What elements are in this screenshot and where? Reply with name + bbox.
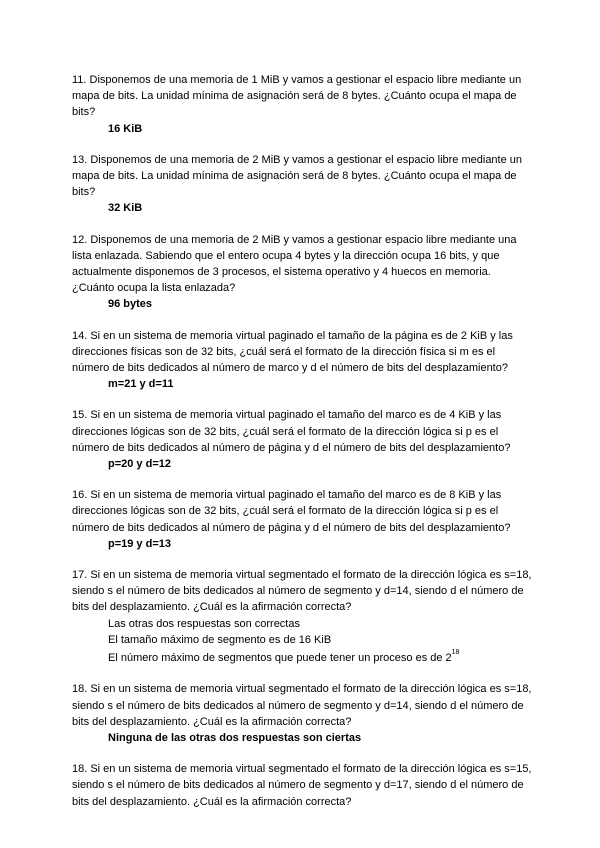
question-text: 16. Si en un sistema de memoria virtual paginado el tamaño del marco es de 8 KiB y las direcciones lógicas son de 32 bits, ¿cuál será el formato de la dirección lógica si p es el número de bits dedicados al número de página y d el número de bits del desplazamiento? bbox=[72, 489, 511, 534]
document-page bbox=[72, 72, 532, 810]
answer: 32 KiB bbox=[108, 202, 143, 215]
answer: p=19 y d=13 bbox=[108, 537, 171, 550]
option-3 bbox=[108, 650, 532, 666]
question-12 bbox=[72, 232, 532, 313]
question-17 bbox=[72, 567, 532, 666]
question-text: 15. Si en un sistema de memoria virtual paginado el tamaño del marco es de 4 KiB y las direcciones lógicas son de 32 bits, ¿cuál será el formato de la dirección lógica si p es el número de bits dedicados al número de página y d el número de bits del desplazamiento? bbox=[72, 409, 511, 454]
option-2: El tamaño máximo de segmento es de 16 KiB bbox=[108, 633, 332, 646]
answer: 16 KiB bbox=[108, 122, 143, 135]
question-18a bbox=[72, 681, 532, 746]
answer: 96 bytes bbox=[108, 298, 153, 311]
question-text: 11. Disponemos de una memoria de 1 MiB y vamos a gestionar el espacio libre mediante un mapa de bits. La unidad mínima de asignación será de 8 bytes. ¿Cuánto ocupa el mapa de bits? bbox=[72, 74, 522, 119]
question-13 bbox=[72, 152, 532, 217]
question-11 bbox=[72, 72, 532, 137]
answer: Ninguna de las otras dos respuestas son ciertas bbox=[108, 731, 362, 744]
option-3-exponent: 18 bbox=[451, 649, 460, 657]
question-15 bbox=[72, 407, 532, 472]
question-18b bbox=[72, 761, 532, 810]
question-text: 14. Si en un sistema de memoria virtual paginado el tamaño de la página es de 2 KiB y las direcciones físicas son de 32 bits, ¿cuál será el formato de la dirección física si m es el número de bits dedicados al número de marco y d el número de bits del desplazamiento? bbox=[72, 329, 513, 375]
question-text: 13. Disponemos de una memoria de 2 MiB y vamos a gestionar el espacio libre mediante un mapa de bits. La unidad mínima de asignación será de 8 bytes. ¿Cuánto ocupa el mapa de bits? bbox=[72, 153, 523, 199]
question-14 bbox=[72, 328, 532, 393]
option-3-text: El número máximo de segmentos que puede tener un proceso es de 2 bbox=[108, 652, 452, 665]
question-text: 17. Si en un sistema de memoria virtual segmentado el formato de la dirección lógica es s=18, siendo s el número de bits dedicados al número de segmento y d=14, siendo d el número de bits del desplazamiento. ¿Cuál es la afirmación correcta? bbox=[72, 569, 532, 614]
answer: p=20 y d=12 bbox=[108, 458, 171, 471]
question-text: 12. Disponemos de una memoria de 2 MiB y vamos a gestionar espacio libre mediante una lista enlazada. Sabiendo que el entero ocupa 4 bytes y la dirección ocupa 16 bits, y que actualmente disponemos de 3 procesos, el sistema operativo y 4 huecos en memoria. ¿Cuánto ocupa la lista enlazada? bbox=[72, 233, 517, 295]
question-16 bbox=[72, 487, 532, 552]
question-text: 18. Si en un sistema de memoria virtual segmentado el formato de la dirección lógica es s=15, siendo s el número de bits dedicados al número de segmento y d=17, siendo d el número de bits del desplazamiento. ¿Cuál es la afirmación correcta? bbox=[72, 763, 532, 808]
option-1: Las otras dos respuestas son correctas bbox=[108, 617, 300, 630]
answer: m=21 y d=11 bbox=[108, 378, 174, 391]
question-text: 18. Si en un sistema de memoria virtual segmentado el formato de la dirección lógica es s=18, siendo s el número de bits dedicados al número de segmento y d=14, siendo d el número de bits del desplazamiento. ¿Cuál es la afirmación correcta? bbox=[72, 683, 532, 728]
